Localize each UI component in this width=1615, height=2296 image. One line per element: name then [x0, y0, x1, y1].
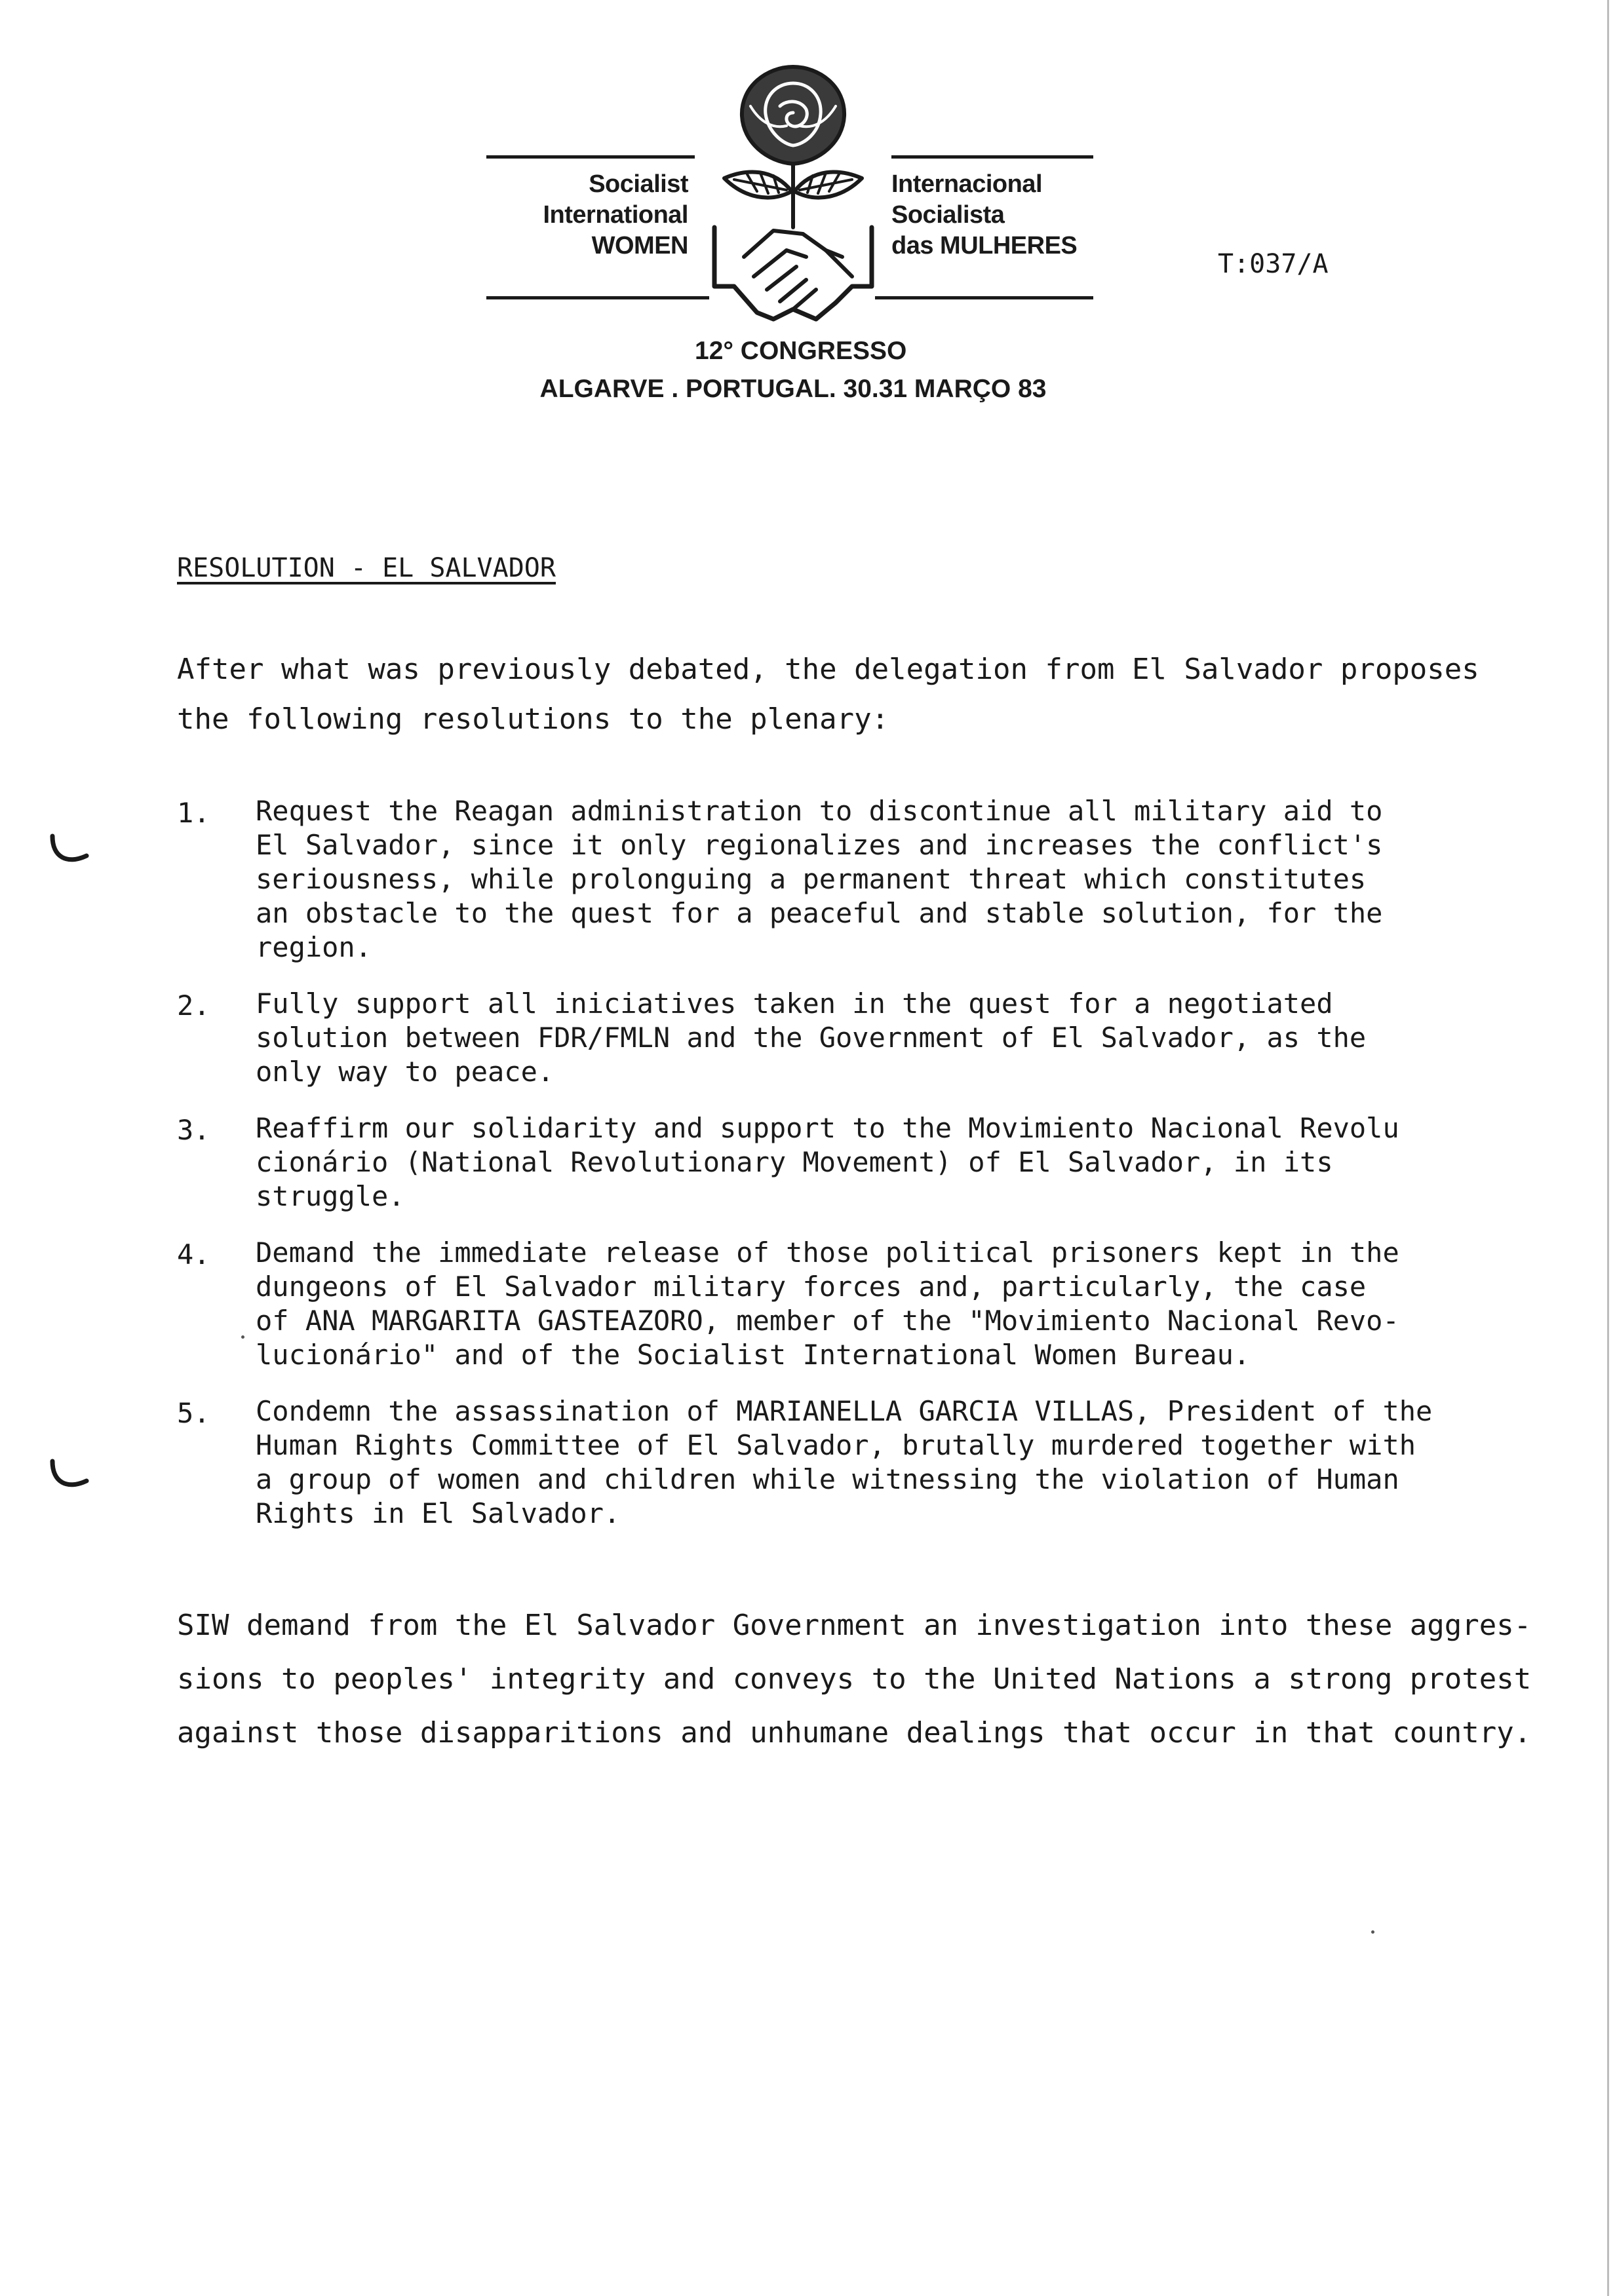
item-line: Demand the immediate release of those political prisoners kept in the	[256, 1236, 1399, 1269]
org-pt-line-3: das MULHERES	[891, 232, 1078, 259]
scan-edge-line	[1607, 0, 1609, 2296]
punch-hole-mark-icon	[47, 831, 93, 870]
item-text	[256, 1236, 1462, 1372]
page-title: RESOLUTION - EL SALVADOR	[177, 553, 556, 583]
letterhead-bottom-rule	[486, 296, 709, 299]
resolution-item-5	[177, 1394, 1462, 1531]
item-line: struggle.	[256, 1180, 405, 1212]
org-pt-line-2: Socialista	[891, 201, 1005, 229]
letterhead-top-rule	[486, 155, 695, 159]
item-line: of ANA MARGARITA GASTEAZORO, member of the "Movimiento Nacional Revo-	[256, 1305, 1399, 1337]
intro-paragraph	[177, 645, 1479, 744]
org-line-1: Socialist	[589, 170, 688, 198]
letterhead-bottom-rule-right	[875, 296, 1093, 299]
item-line: solution between FDR/FMLN and the Government of El Salvador, as the	[256, 1022, 1367, 1054]
item-text	[256, 1111, 1462, 1214]
speck	[241, 1335, 244, 1339]
item-line: Reaffirm our solidarity and support to the Movimiento Nacional Revolu	[256, 1112, 1399, 1144]
intro-line: After what was previously debated, the delegation from El Salvador proposes	[177, 653, 1479, 686]
resolution-item-3	[177, 1111, 1462, 1214]
item-number: 1.	[177, 797, 210, 829]
org-line-2: International	[543, 201, 688, 229]
closing-line: sions to peoples' integrity and conveys to the United Nations a strong protest	[177, 1662, 1532, 1696]
item-number: 3.	[177, 1114, 210, 1146]
item-line: El Salvador, since it only regionalizes and increases the conflict's	[256, 829, 1383, 861]
item-line: region.	[256, 931, 372, 963]
resolution-item-1	[177, 794, 1462, 965]
org-name-portuguese	[891, 169, 1140, 261]
rose-handshake-logo-icon	[695, 60, 891, 322]
org-line-3: WOMEN	[591, 232, 688, 259]
letterhead-top-rule-right	[891, 155, 1093, 159]
resolution-item-4	[177, 1236, 1462, 1372]
item-text	[256, 794, 1462, 965]
item-line: a group of women and children while witnessing the violation of Human	[256, 1463, 1399, 1495]
item-line: lucionário" and of the Socialist International Women Bureau.	[256, 1339, 1251, 1371]
item-line: Request the Reagan administration to discontinue all military aid to	[256, 795, 1383, 827]
item-line: an obstacle to the quest for a peaceful and stable solution, for the	[256, 897, 1383, 929]
item-line: Human Rights Committee of El Salvador, brutally murdered together with	[256, 1429, 1416, 1461]
closing-line: SIW demand from the El Salvador Government an investigation into these aggres-	[177, 1609, 1532, 1642]
item-number: 4.	[177, 1238, 210, 1271]
item-number: 5.	[177, 1397, 210, 1429]
punch-hole-mark-icon	[47, 1456, 93, 1495]
item-number: 2.	[177, 989, 210, 1022]
item-line: cionário (National Revolutionary Movement) of El Salvador, in its	[256, 1146, 1333, 1178]
item-text	[256, 987, 1462, 1089]
item-line: seriousness, while prolonguing a permanent threat which constitutes	[256, 863, 1367, 895]
congress-location-date: ALGARVE . PORTUGAL. 30.31 MARÇO 83	[539, 375, 1047, 403]
item-line: only way to peace.	[256, 1056, 555, 1088]
document-code: T:037/A	[1218, 249, 1329, 279]
closing-line: against those disapparitions and unhumane dealings that occur in that country.	[177, 1716, 1532, 1750]
item-text	[256, 1394, 1462, 1531]
resolution-list	[177, 794, 1462, 1553]
resolution-item-2	[177, 987, 1462, 1089]
org-pt-line-1: Internacional	[891, 170, 1042, 198]
closing-paragraph	[177, 1599, 1532, 1760]
item-line: Rights in El Salvador.	[256, 1497, 621, 1529]
item-line: Fully support all iniciatives taken in the quest for a negotiated	[256, 987, 1333, 1020]
intro-line: the following resolutions to the plenary:	[177, 702, 889, 736]
org-name-english	[485, 169, 688, 261]
speck	[1371, 1930, 1374, 1934]
congress-title: 12° CONGRESSO	[695, 337, 907, 365]
item-line: dungeons of El Salvador military forces and, particularly, the case	[256, 1271, 1367, 1303]
item-line: Condemn the assassination of MARIANELLA GARCIA VILLAS, President of the	[256, 1395, 1433, 1427]
